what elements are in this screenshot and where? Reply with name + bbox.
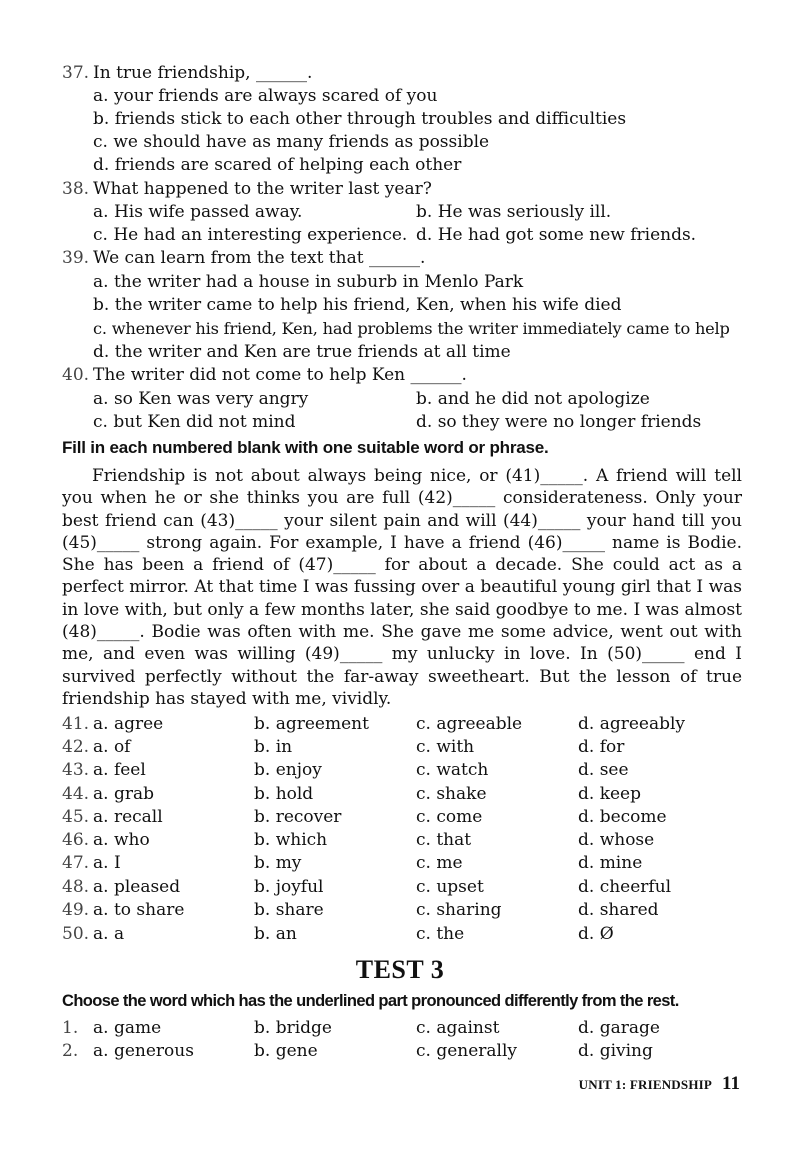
option-a: a. to share <box>93 900 185 920</box>
item-number: 45. <box>62 807 90 827</box>
option-b: b. and he did not apologize <box>416 389 650 409</box>
option-b: b. hold <box>254 784 314 804</box>
option-d: d. giving <box>578 1041 653 1061</box>
question-stem: The writer did not come to help Ken ______. <box>93 365 467 385</box>
option-c: c. against <box>416 1018 500 1038</box>
option-d: d. mine <box>578 853 643 873</box>
item-number: 44. <box>62 784 90 804</box>
option-d: d. keep <box>578 784 641 804</box>
option-a: a. agree <box>93 714 164 734</box>
option-d: d. garage <box>578 1018 660 1038</box>
option-d: d. He had got some new friends. <box>416 225 697 245</box>
option-c: c. whenever his friend, Ken, had problems the writer immediately came to help <box>93 319 730 338</box>
option-a: a. I <box>93 853 121 873</box>
question-stem: We can learn from the text that ______. <box>93 248 426 268</box>
section-heading: Choose the word which has the underlined part pronounced differently from the rest. <box>62 992 679 1010</box>
option-c: c. but Ken did not mind <box>93 412 296 432</box>
option-a: a. feel <box>93 760 146 780</box>
option-a: a. the writer had a house in suburb in Menlo Park <box>93 272 524 292</box>
option-c: c. generally <box>416 1041 518 1061</box>
option-b: b. bridge <box>254 1018 332 1038</box>
option-b: b. an <box>254 924 297 944</box>
item-number: 41. <box>62 714 90 734</box>
option-a: a. who <box>93 830 150 850</box>
option-c: c. me <box>416 853 463 873</box>
test-title: TEST 3 <box>355 955 445 984</box>
item-number: 49. <box>62 900 90 920</box>
option-a: a. pleased <box>93 877 181 897</box>
option-d: d. agreeably <box>578 714 686 734</box>
option-d: d. cheerful <box>578 877 672 897</box>
option-c: c. shake <box>416 784 487 804</box>
option-c: c. we should have as many friends as possible <box>93 132 490 152</box>
option-d: d. shared <box>578 900 659 920</box>
option-c: c. that <box>416 830 472 850</box>
item-number: 43. <box>62 760 90 780</box>
option-d: d. see <box>578 760 629 780</box>
option-d: d. friends are scared of helping each other <box>93 155 462 175</box>
option-b: b. the writer came to help his friend, Ken, when his wife died <box>93 295 622 315</box>
option-c: c. He had an interesting experience. <box>93 225 408 245</box>
option-b: b. enjoy <box>254 760 322 780</box>
option-b: b. my <box>254 853 302 873</box>
option-b: b. which <box>254 830 328 850</box>
option-a: a. so Ken was very angry <box>93 389 309 409</box>
option-c: c. the <box>416 924 465 944</box>
item-number: 1. <box>62 1018 79 1038</box>
item-number: 47. <box>62 853 90 873</box>
question-stem: What happened to the writer last year? <box>93 179 432 199</box>
option-a: a. a <box>93 924 125 944</box>
item-number: 42. <box>62 737 90 757</box>
option-b: b. He was seriously ill. <box>416 202 612 222</box>
option-a: a. generous <box>93 1041 194 1061</box>
option-c: c. with <box>416 737 475 757</box>
page-number: 11 <box>722 1073 740 1094</box>
option-a: a. recall <box>93 807 163 827</box>
option-d: d. whose <box>578 830 655 850</box>
option-a: a. your friends are always scared of you <box>93 86 438 106</box>
question-number: 40. <box>62 365 90 385</box>
option-b: b. in <box>254 737 293 757</box>
option-d: d. for <box>578 737 625 757</box>
option-b: b. friends stick to each other through troubles and difficulties <box>93 109 627 129</box>
item-number: 50. <box>62 924 90 944</box>
cloze-passage: Friendship is not about always being nice, or (41)_____. A friend will tell you when he or she thinks you are full (42)_____ considerateness. Only your best friend can (43)_____ your silent pain and will (44)_____ your hand till you (45)_____ strong again. For example, I have a friend (46)_____ name is Bodie. She has been a friend of (47)_____ for about a decade. She could act as a perfect mirror. At that time I was fussing over a beautiful young girl that I was in love with, but only a few months later, she said goodbye to me. I was almost (48)_____. Bodie was often with me. She gave me some advice, went out with me, and even was willing (49)_____ my unlucky in love. In (50)_____ end I survived perfectly without the far-away sweetheart. But the lesson of true friendship has stayed with me, vividly. <box>62 466 742 709</box>
option-b: b. gene <box>254 1041 318 1061</box>
option-c: c. watch <box>416 760 489 780</box>
option-d: d. Ø <box>578 924 614 944</box>
unit-label: UNIT 1: FRIENDSHIP <box>578 1077 713 1092</box>
item-number: 48. <box>62 877 90 897</box>
option-c: c. sharing <box>416 900 502 920</box>
option-b: b. share <box>254 900 324 920</box>
question-stem: In true friendship, ______. <box>93 63 313 83</box>
question-number: 37. <box>62 63 90 83</box>
option-a: a. of <box>93 737 131 757</box>
option-b: b. joyful <box>254 877 324 897</box>
option-c: c. agreeable <box>416 714 523 734</box>
option-c: c. come <box>416 807 483 827</box>
option-b: b. agreement <box>254 714 369 734</box>
item-number: 2. <box>62 1041 79 1061</box>
option-d: d. the writer and Ken are true friends at all time <box>93 342 511 362</box>
option-a: a. game <box>93 1018 162 1038</box>
question-number: 39. <box>62 248 90 268</box>
option-b: b. recover <box>254 807 342 827</box>
option-c: c. upset <box>416 877 484 897</box>
option-d: d. become <box>578 807 667 827</box>
page-footer <box>579 1073 740 1095</box>
section-heading: Fill in each numbered blank with one suitable word or phrase. <box>62 438 549 457</box>
item-number: 46. <box>62 830 90 850</box>
option-a: a. His wife passed away. <box>93 202 303 222</box>
question-number: 38. <box>62 179 90 199</box>
option-d: d. so they were no longer friends <box>416 412 702 432</box>
option-a: a. grab <box>93 784 154 804</box>
